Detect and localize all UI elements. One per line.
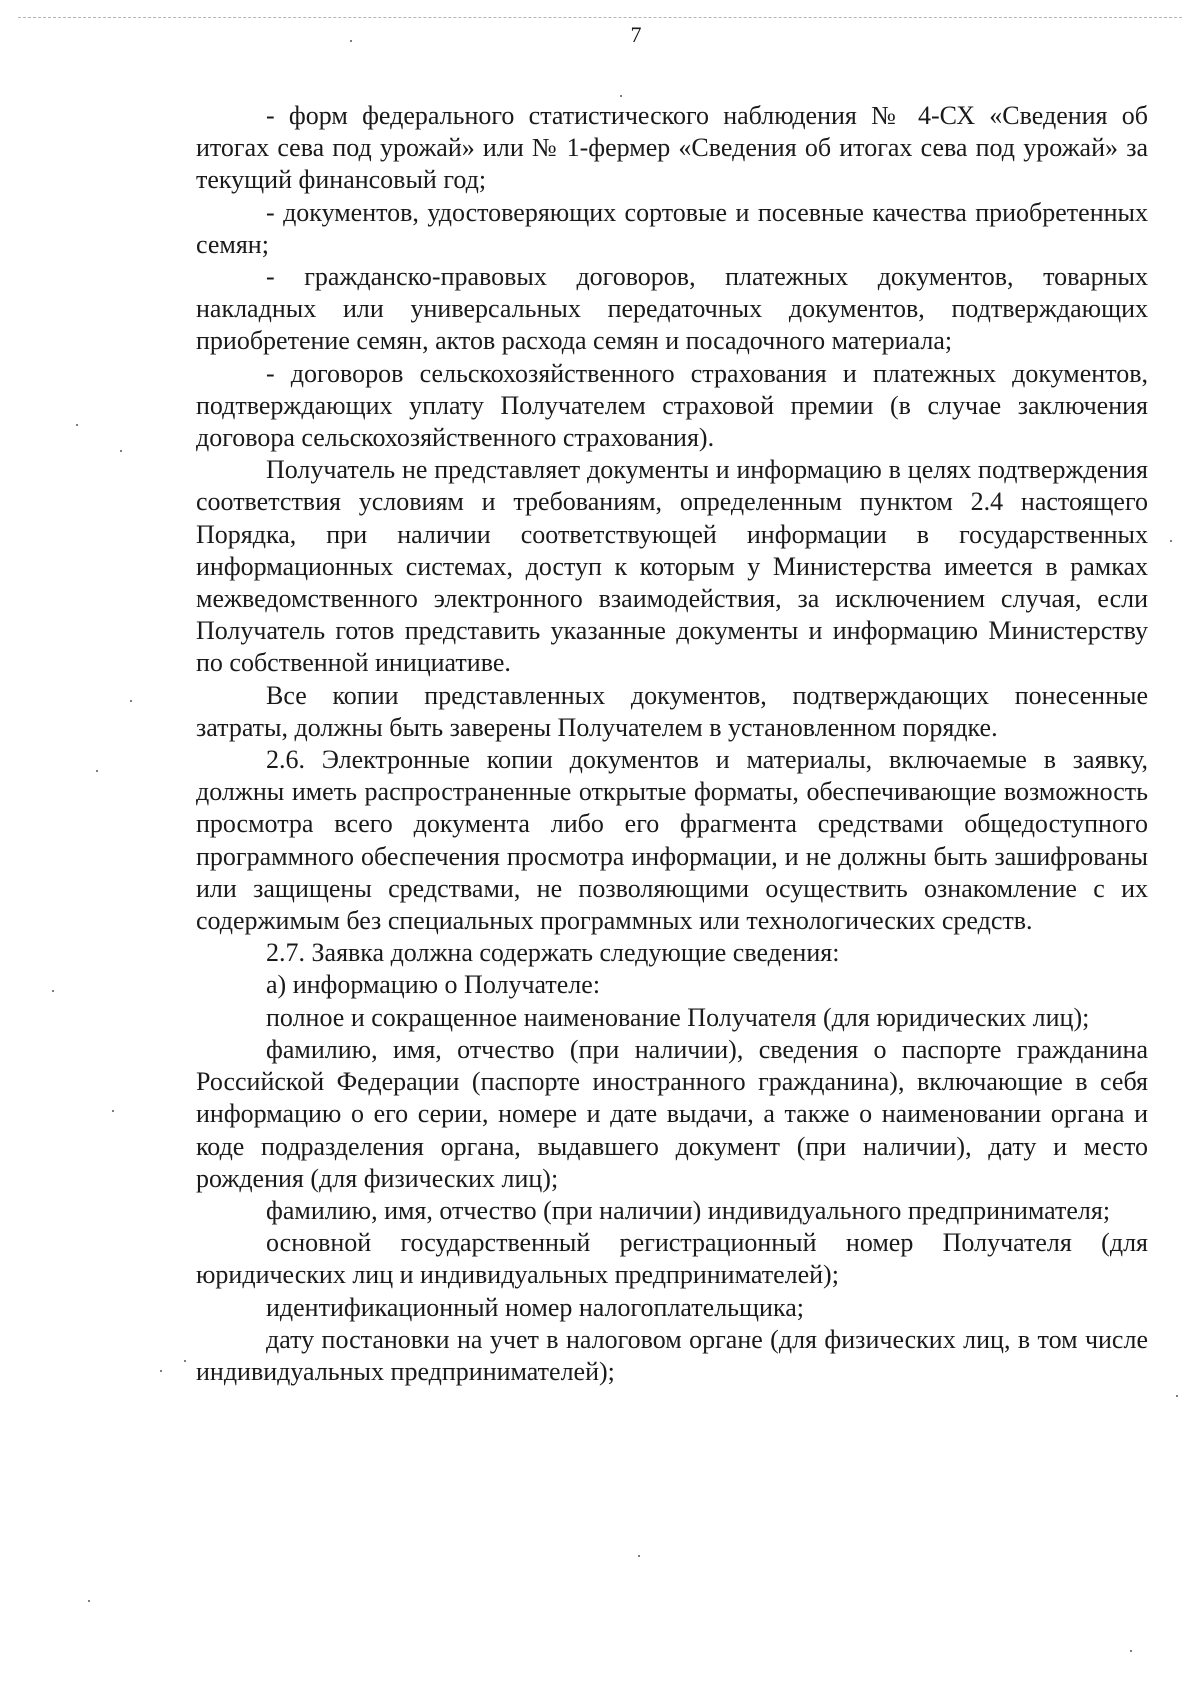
paragraph-passport-details: фамилию, имя, отчество (при наличии), сведения о паспорте гражданина Российской Федерации (паспорте иностранного гражданина), включающие в себя информацию о его серии, номере и дате выдачи, а также о наименовании органа и коде подразделения органа, выдавшего документ (при наличии), дату и место рождения (для физических лиц);	[196, 1034, 1148, 1193]
paragraph-form-4sx: - форм федерального статистического наблюдения № 4-СХ «Сведения об итогах сева под урожай» или № 1-фермер «Сведения об итогах сева под урожай» за текущий финансовый год;	[196, 101, 1148, 195]
paragraph-civil-contracts: - гражданско-правовых договоров, платежных документов, товарных накладных или универсальных передаточных документов, подтверждающих приобретение семян, актов расхода семян и посадочного материала;	[196, 262, 1148, 356]
document-body	[196, 100, 1148, 1388]
paragraph-2-6-electronic-copies: 2.6. Электронные копии документов и материалы, включаемые в заявку, должны иметь распространенные открытые форматы, обеспечивающие возможность просмотра всего документа либо его фрагмента средствами общедоступного программного обеспечения просмотра информации, и не должны быть зашифрованы или защищены средствами, не позволяющими осуществить ознакомление с их содержимым без специальных программных или технологических средств.	[196, 745, 1148, 936]
paragraph-2-7-application-content: 2.7. Заявка должна содержать следующие сведения:	[266, 938, 840, 968]
paragraph-inn: идентификационный номер налогоплательщика;	[266, 1292, 804, 1322]
paragraph-ogrn: основной государственный регистрационный номер Получателя (для юридических лиц и индивидуальных предпринимателей);	[196, 1228, 1148, 1290]
paragraph-certified-copies: Все копии представленных документов, подтверждающих понесенные затраты, должны быть заверены Получателем в установленном порядке.	[196, 680, 1148, 742]
paragraph-seed-quality-docs: - документов, удостоверяющих сортовые и посевные качества приобретенных семян;	[196, 197, 1148, 259]
paragraph-recipient-info: а) информацию о Получателе:	[266, 970, 601, 1000]
paragraph-recipient-not-required: Получатель не представляет документы и информацию в целях подтверждения соответствия условиям и требованиям, определенным пунктом 2.4 настоящего Порядка, при наличии соответствующей информации в государственных информационных системах, доступ к которым у Министерства имеется в рамках межведомственного электронного взаимодействия, за исключением случая, если Получатель готов представить указанные документы и информацию Министерству по собственной инициативе.	[196, 455, 1148, 678]
paragraph-full-short-name: полное и сокращенное наименование Получателя (для юридических лиц);	[266, 1002, 1090, 1032]
paragraph-insurance-contracts: - договоров сельскохозяйственного страхования и платежных документов, подтверждающих уплату Получателем страховой премии (в случае заключения договора сельскохозяйственного страхования).	[196, 358, 1148, 453]
paragraph-entrepreneur-name: фамилию, имя, отчество (при наличии) индивидуального предпринимателя;	[266, 1195, 1111, 1225]
page-number: 7	[630, 22, 642, 47]
paragraph-tax-registration-date: дату постановки на учет в налоговом органе (для физических лиц, в том числе индивидуальных предпринимателей);	[196, 1324, 1148, 1386]
scan-top-edge	[18, 17, 1182, 18]
